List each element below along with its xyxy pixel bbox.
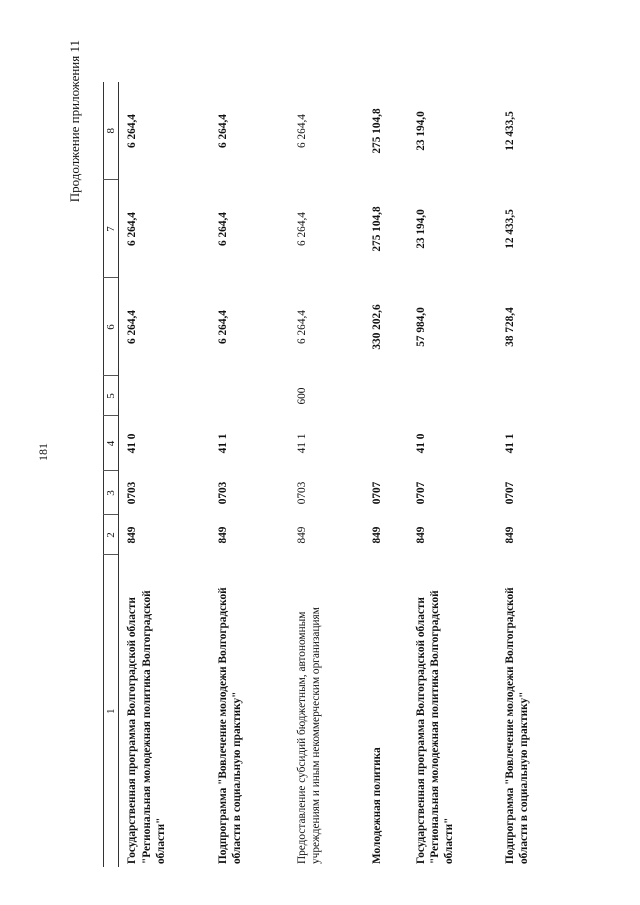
column-header: 8 xyxy=(104,82,119,180)
row-name: Подпрограмма "Вовлечение молодежи Волгоградской области в социальную практику" xyxy=(216,587,244,864)
amount-col7: 275 104,8 xyxy=(370,206,383,252)
target-code: 41 0 xyxy=(414,433,427,454)
amount-col6: 330 202,6 xyxy=(370,304,383,350)
expense-type-code xyxy=(364,376,408,416)
target-code: 41 0 xyxy=(126,433,139,454)
expense-type-code xyxy=(119,376,210,416)
section-code: 0707 xyxy=(370,481,383,505)
column-header: 1 xyxy=(104,555,119,867)
column-header: 3 xyxy=(104,471,119,515)
section-code: 0703 xyxy=(216,481,229,505)
table-row xyxy=(210,82,289,867)
page-number: 181 xyxy=(36,443,50,461)
column-header: 7 xyxy=(104,180,119,278)
amount-col6: 57 984,0 xyxy=(414,307,427,347)
amount-col6: 6 264,4 xyxy=(295,310,308,344)
admin-code: 849 xyxy=(414,526,427,544)
column-header-row xyxy=(104,82,119,867)
amount-col7: 6 264,4 xyxy=(295,212,308,246)
expense-type-code xyxy=(210,376,289,416)
section-code: 0703 xyxy=(126,481,139,505)
admin-code: 849 xyxy=(216,526,229,544)
amount-col8: 275 104,8 xyxy=(370,108,383,154)
target-code: 41 1 xyxy=(295,433,308,454)
table-row xyxy=(119,82,210,867)
row-name: Молодежная политика xyxy=(370,747,383,864)
admin-code: 849 xyxy=(126,526,139,544)
target-code xyxy=(364,416,408,471)
table-row xyxy=(289,82,364,867)
admin-code: 849 xyxy=(503,526,516,544)
column-header: 4 xyxy=(104,416,119,471)
row-name: Подпрограмма "Вовлечение молодежи Волгоградской области в социальную практику" xyxy=(503,587,531,864)
table-row xyxy=(497,82,567,867)
table-row xyxy=(408,82,497,867)
expense-type-code xyxy=(497,376,567,416)
amount-col7: 6 264,4 xyxy=(216,212,229,246)
section-code: 0707 xyxy=(414,481,427,505)
amount-col6: 6 264,4 xyxy=(126,310,139,344)
amount-col8: 12 433,5 xyxy=(503,111,516,151)
admin-code: 849 xyxy=(370,526,383,544)
expense-type-code: 600 xyxy=(295,387,308,405)
row-name: Предоставление субсидий бюджетным, автономным учреждениям и иным некоммерческим организациям xyxy=(295,607,323,864)
row-name: Государственная программа Волгоградской области "Региональная молодежная политика Волгоградской области" xyxy=(126,590,167,864)
column-header: 5 xyxy=(104,376,119,416)
column-header: 6 xyxy=(104,278,119,376)
appendix-continuation-note: Продолжение приложения 11 xyxy=(67,40,82,203)
budget-table xyxy=(103,82,567,867)
amount-col8: 6 264,4 xyxy=(295,114,308,148)
amount-col7: 6 264,4 xyxy=(126,212,139,246)
expense-type-code xyxy=(408,376,497,416)
admin-code: 849 xyxy=(295,526,308,544)
amount-col7: 23 194,0 xyxy=(414,209,427,249)
column-header: 2 xyxy=(104,515,119,555)
amount-col7: 12 433,5 xyxy=(503,209,516,249)
target-code: 41 1 xyxy=(503,433,516,454)
amount-col8: 6 264,4 xyxy=(216,114,229,148)
amount-col6: 6 264,4 xyxy=(216,310,229,344)
row-name: Государственная программа Волгоградской области "Региональная молодежная политика Волгоградской области" xyxy=(414,590,456,864)
table-row xyxy=(364,82,408,867)
section-code: 0703 xyxy=(295,481,308,505)
amount-col6: 38 728,4 xyxy=(503,307,516,347)
amount-col8: 23 194,0 xyxy=(414,111,427,151)
amount-col8: 6 264,4 xyxy=(126,114,139,148)
section-code: 0707 xyxy=(503,481,516,505)
target-code: 41 1 xyxy=(216,433,229,454)
